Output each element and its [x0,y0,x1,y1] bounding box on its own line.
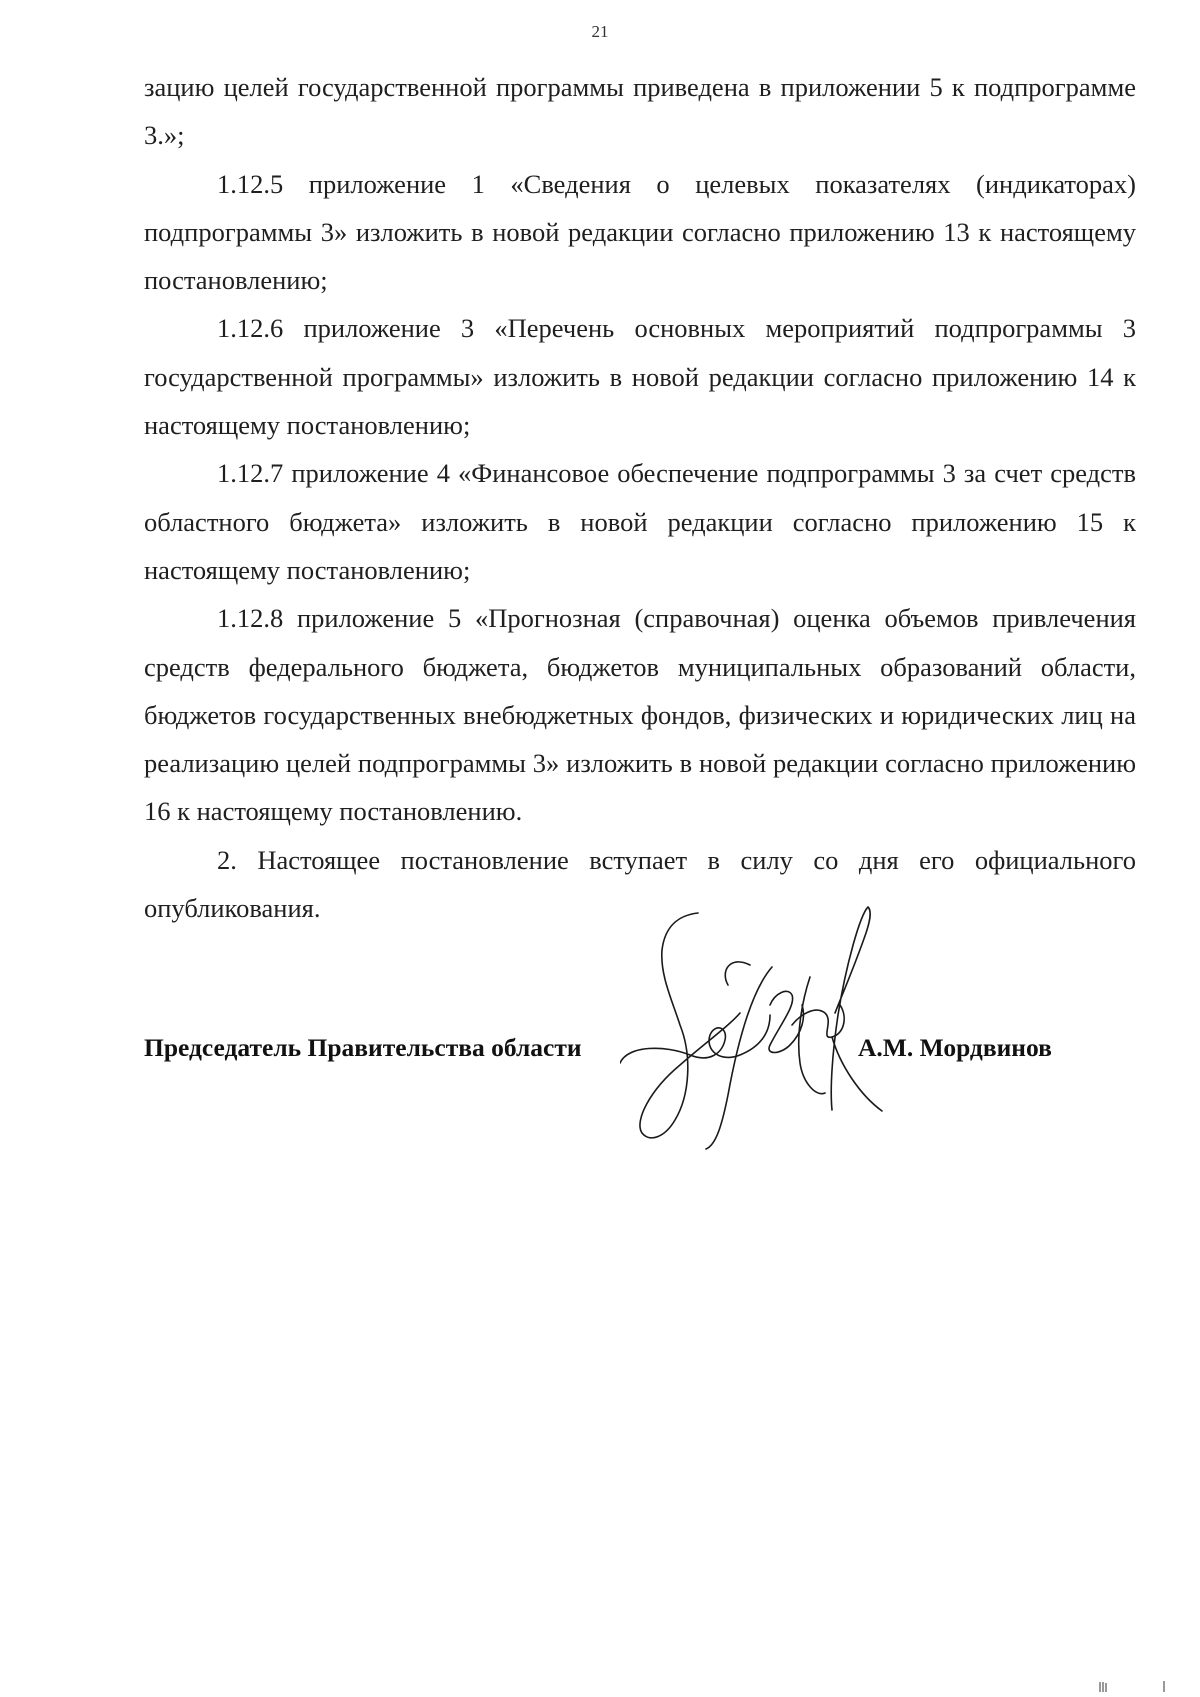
paragraph-1-12-8: 1.12.8 приложение 5 «Прогнозная (справочная) оценка объемов привлечения средств федерального бюджета, бюджетов муниципальных образований области, бюджетов государственных внебюджетных фондов, физических и юридических лиц на реализацию целей подпрограммы 3» изложить в новой редакции согласно приложению 16 к настоящему постановлению. [144,603,1136,827]
paragraph-1-12-6: 1.12.6 приложение 3 «Перечень основных мероприятий подпрограммы 3 государственной программы» изложить в новой редакции согласно приложению 14 к настоящему постановлению; [144,313,1136,441]
paragraph-1-12-7: 1.12.7 приложение 4 «Финансовое обеспечение подпрограммы 3 за счет средств областного бюджета» изложить в новой редакции согласно приложению 15 к настоящему постановлению; [144,458,1136,585]
page-number: 21 [591,22,609,41]
paragraph-2-effective-date: 2. Настоящее постановление вступает в силу со дня его официального опубликования. [144,844,1136,924]
scan-artifact-marks [1098,1680,1168,1692]
document-body [144,63,1136,932]
handwritten-signature [620,905,885,1155]
signer-name: А.М. Мордвинов [858,1033,1052,1062]
signer-title: Председатель Правительства области [144,1033,582,1062]
paragraph-continuation: зацию целей государственной программы приведена в приложении 5 к подпрограмме 3.»; [144,72,1136,151]
paragraph-1-12-5: 1.12.5 приложение 1 «Сведения о целевых показателях (индикаторах) подпрограммы 3» изложить в новой редакции согласно приложению 13 к настоящему постановлению; [144,168,1136,296]
